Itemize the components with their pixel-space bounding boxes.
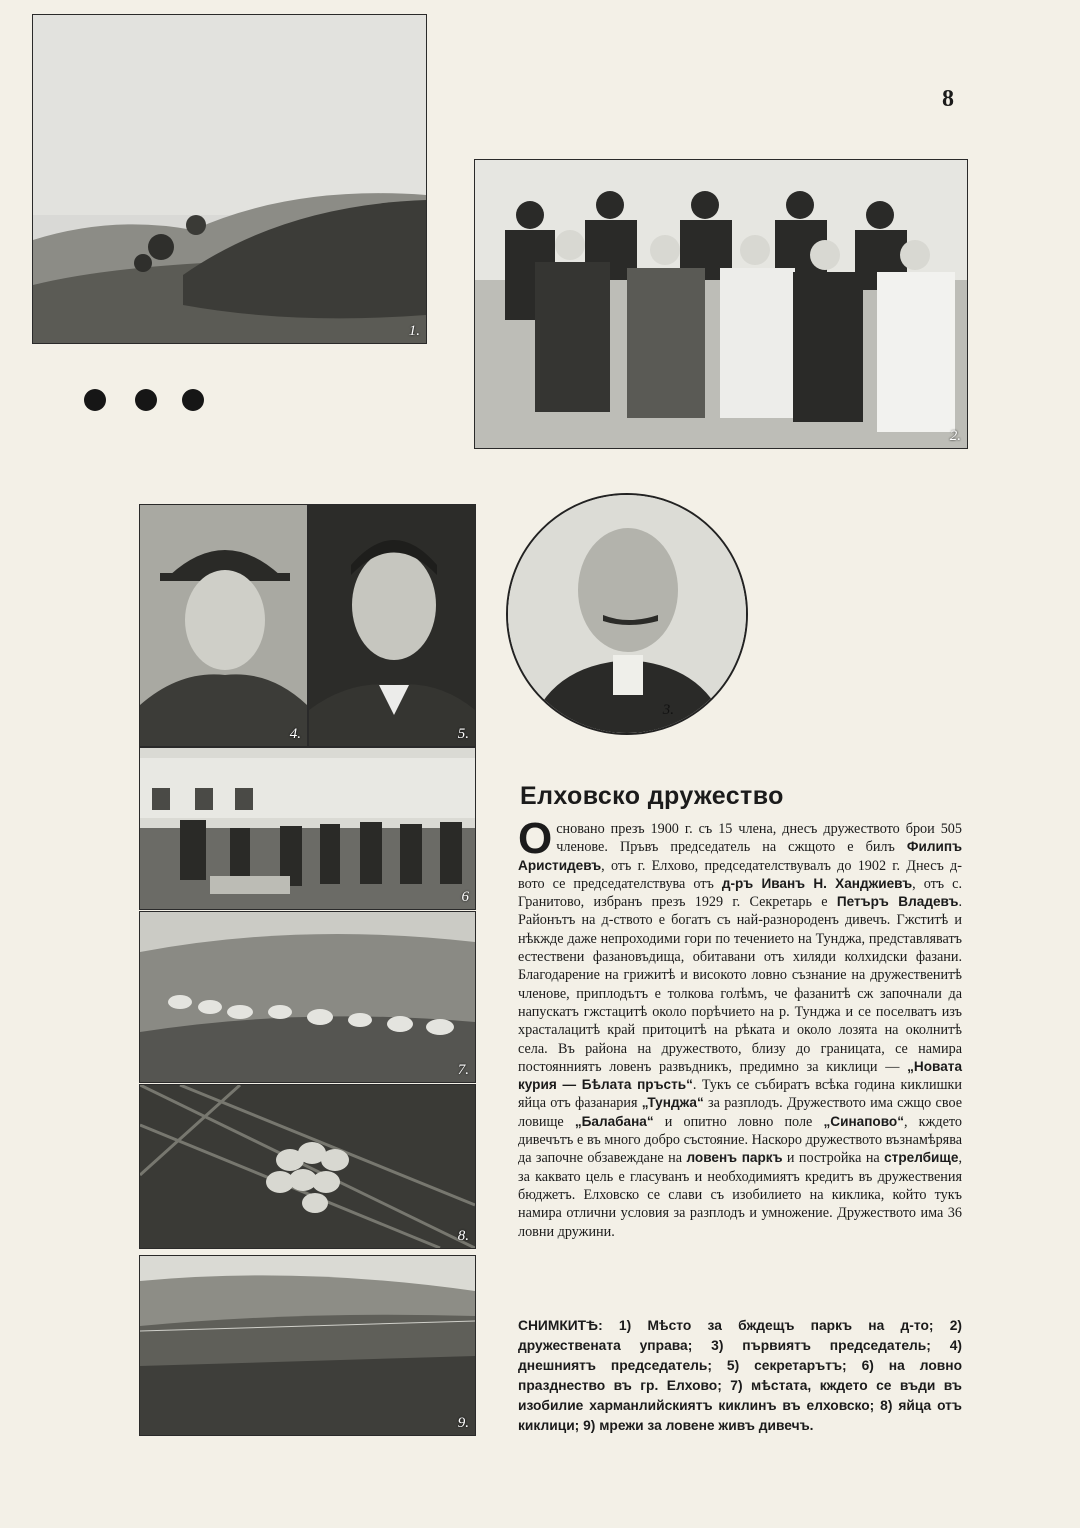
decorative-dot [135,389,157,411]
photo-number: 2. [949,428,961,444]
photo-5-secretary [308,504,476,747]
article-text-run: . Районътъ на д-ството е богатъ съ най-разнороденъ дивечъ. Гжститѣ и нѣкжде даже непроходими гори по течението на Тунджа, представляватъ естествени фазановъдища, обитавани отъ хиляди колхидски фазани. Благодарение на грижитѣ и високото ловно съзнание на дружественитѣ членове, приплодътъ е толкова голѣмъ, че фазанитѣ сж започнали да напускатъ гжстацитѣ около порѣчието на р. Тунджа и се поселватъ изъ храсталацитѣ край притоцитѣ на рѣката и около лозята на околнитѣ села. Въ района на дружеството, близу до границата, се намира постоянниятъ ловенъ развъдникъ, предимно за киклици — [518,894,962,1075]
photo-8-partridge-eggs [139,1084,476,1249]
article-emphasis: „Балабана“ [574,1113,654,1129]
sheep-field-photo-icon [140,912,475,1082]
article-emphasis: „Тунджа“ [641,1095,704,1111]
decorative-dot [182,389,204,411]
article-text-run: , кждето дивечътъ е въ много добро състояние. Наскоро дружеството възнамѣрява да започне обзавеждане на [518,1113,962,1167]
portrait-photo-icon [508,495,746,733]
photo-6-hunting-festival [139,747,476,910]
photo-number: 7. [457,1062,469,1078]
photo-1-park-site [32,14,427,344]
article-emphasis: Петъръ Владевъ [836,894,959,910]
article-dropcap: О [518,814,553,863]
photo-number: 1. [408,323,420,339]
article-text-run: и постройка на [782,1150,885,1167]
eggs-nest-photo-icon [140,1085,475,1248]
portrait-photo-icon [309,505,475,746]
landscape-photo-icon [33,15,426,343]
photo-2-society-board [474,159,968,449]
nets-field-photo-icon [140,1256,475,1435]
article-title: Елховско дружество [520,782,784,810]
article-text-run: и опитно ловно поле [653,1113,824,1130]
photo-number: 5. [457,726,469,742]
article-text [518,814,963,1240]
ceremony-photo-icon [140,748,475,909]
photo-4-current-chairman [139,504,308,747]
group-photo-icon [475,160,967,448]
photo-number: 3. [662,702,674,718]
article-emphasis: д-ръ Иванъ Н. Ханджиевъ [721,875,913,891]
article-text-run: за разплодъ. Дружеството има сжщо свое ловище [518,1095,963,1130]
photo-number: 6 [461,889,469,905]
article-text-run: , за каквато цель е гласуванъ и необходимиятъ кредитъ въ дружествения бюджетъ. Елховско се слави съ изобилието на киклика, който тукъ намира отлични условия за разплодъ и умножение. Дружеството има 36 ловни дружини. [518,1150,962,1240]
photo-7-partridge-habitat [139,911,476,1083]
article-emphasis: стрелбище [884,1150,959,1166]
photo-number: 9. [457,1415,469,1431]
page-number: 8 [942,86,954,112]
article-body [518,814,963,1241]
article-emphasis: Филипъ Аристидевъ [518,839,962,873]
photo-captions: СНИМКИТѢ: 1) Мѣсто за бждещъ паркъ на д-то; 2) дружествената управа; 3) първиятъ председатель; 4) днешниятъ председатель; 5) секретарътъ; 6) на ловно празднество въ гр. Елхово; 7) мѣстата, кждето се въди въ изобилие харманлийскиятъ киклинъ въ елховско; 8) яйца отъ киклици; 9) мрежи за ловене живъ дивечъ. [518,1318,962,1433]
article-text-run: , отъ г. Елхово, председателствувалъ до 1902 г. Днесъ д-вото се председателствува отъ [518,857,962,892]
article-text-run: , отъ с. Гранитово, избранъ презъ 1929 г. Секретарь е [518,875,962,911]
article-emphasis: „Новата курия — Бѣлата пръсть“ [518,1058,962,1093]
article-text-run: . Тукъ се събиратъ всѣка година киклишки яйца отъ фазанария [518,1077,962,1112]
photo-9-nets-field [139,1255,476,1436]
decorative-dot [84,389,106,411]
article-emphasis: ловенъ паркъ [686,1150,783,1166]
portrait-photo-icon [140,505,307,746]
photo-number: 4. [289,726,301,742]
article-emphasis: „Синапово“ [823,1113,905,1129]
photo-number: 8. [457,1228,469,1244]
article-text-run: сновано презъ 1900 г. съ 15 члена, днесъ дружеството брои 505 членове. Пръвъ председатель на сжщото е билъ [556,821,962,856]
photo-3-first-chairman [506,493,748,735]
